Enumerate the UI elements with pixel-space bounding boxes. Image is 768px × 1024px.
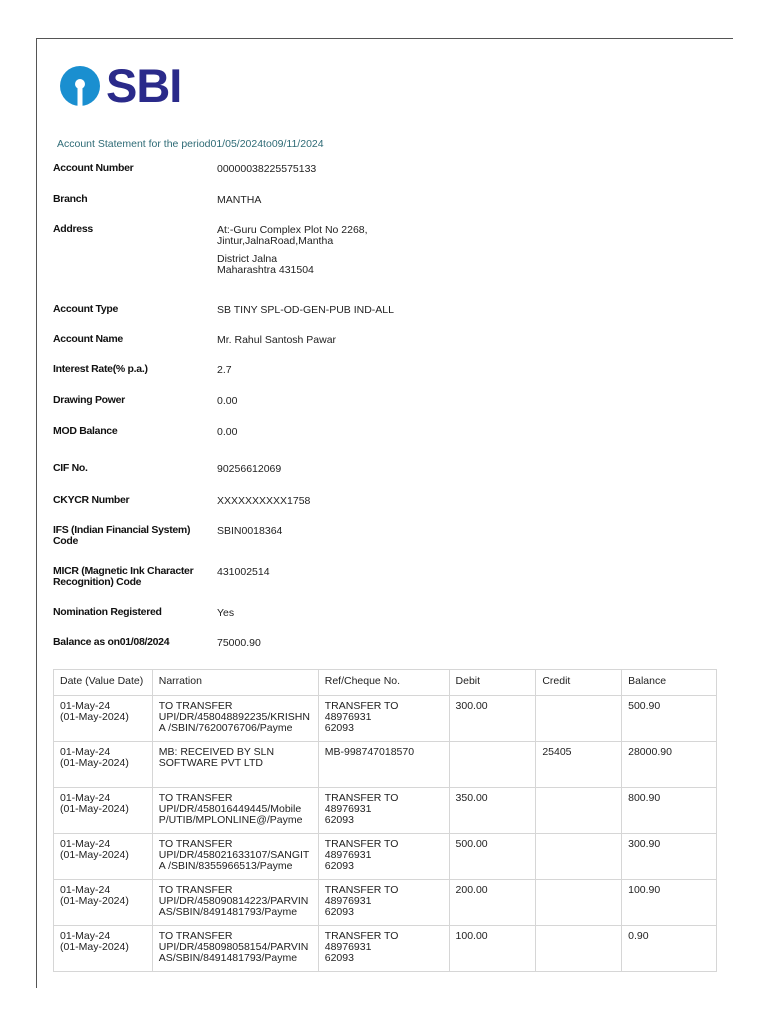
detail-label: Address xyxy=(53,223,93,235)
detail-value-line: 00000038225575133 xyxy=(217,163,317,175)
detail-label: CKYCR Number xyxy=(53,494,130,506)
cell-date-line: 01-May-24 xyxy=(60,792,111,804)
cell-date-line: 01-May-24 xyxy=(60,838,111,850)
detail-value xyxy=(217,427,237,438)
detail-value xyxy=(217,526,282,537)
detail-value-line: 75000.90 xyxy=(217,637,261,649)
sbi-logo-icon xyxy=(58,64,102,108)
detail-value-line: Mr. Rahul Santosh Pawar xyxy=(217,334,337,346)
cell-ref-line: 62093 xyxy=(324,952,354,964)
cell-narration-line: A /SBIN/7620076706/Payme xyxy=(158,722,293,734)
cell-narration-line: AS/SBIN/8491481793/Payme xyxy=(158,906,298,918)
detail-value-line: 2.7 xyxy=(217,364,232,376)
cell-debit: 350.00 xyxy=(449,788,536,834)
cell-narration-line: MB: RECEIVED BY SLN xyxy=(158,746,275,758)
cell-debit: 200.00 xyxy=(449,880,536,926)
sbi-logo xyxy=(58,59,182,112)
cell-credit xyxy=(536,834,622,880)
cell-date-line: (01-May-2024) xyxy=(60,895,129,907)
detail-label: Drawing Power xyxy=(53,394,125,406)
cell-narration-line: UPI/DR/458048892235/KRISHN xyxy=(158,711,310,723)
cell-date xyxy=(54,926,153,972)
header-balance: Balance xyxy=(622,670,717,696)
cell-ref-line: TRANSFER TO 48976931 xyxy=(324,930,399,953)
cell-narration-line: TO TRANSFER xyxy=(158,838,233,850)
cell-ref xyxy=(318,926,449,972)
cell-balance: 500.90 xyxy=(622,696,717,742)
cell-narration-line: TO TRANSFER xyxy=(158,700,233,712)
cell-date xyxy=(54,696,153,742)
detail-value-line: Jintur,JalnaRoad,Mantha xyxy=(217,235,334,247)
detail-value-line: District Jalna xyxy=(217,253,278,265)
cell-credit xyxy=(536,880,622,926)
cell-balance: 100.90 xyxy=(622,880,717,926)
cell-date xyxy=(54,880,153,926)
cell-ref-line: MB-998747018570 xyxy=(324,746,415,758)
header-ref: Ref/Cheque No. xyxy=(318,670,449,696)
detail-label: Balance as on01/08/2024 xyxy=(53,636,170,648)
cell-ref-line: TRANSFER TO 48976931 xyxy=(324,700,399,723)
detail-value xyxy=(217,396,237,407)
header-debit: Debit xyxy=(449,670,536,696)
cell-date-line: (01-May-2024) xyxy=(60,803,129,815)
table-row xyxy=(54,834,717,880)
cell-narration-line: P/UTIB/MPLONLINE@/Payme xyxy=(158,814,303,826)
sbi-logo-text: SBI xyxy=(106,59,182,112)
detail-value xyxy=(217,496,310,507)
detail-label: IFS (Indian Financial System) Code xyxy=(53,524,191,547)
cell-narration-line: UPI/DR/458021633107/SANGIT xyxy=(158,849,310,861)
detail-value xyxy=(217,365,232,376)
cell-narration-line: TO TRANSFER xyxy=(158,930,233,942)
cell-narration xyxy=(152,788,318,834)
detail-value xyxy=(217,225,368,276)
detail-value xyxy=(217,305,394,316)
detail-value-line: MANTHA xyxy=(217,194,262,206)
detail-value-line: At:-Guru Complex Plot No 2268, xyxy=(217,224,368,236)
cell-narration-line: SOFTWARE PVT LTD xyxy=(158,757,263,769)
cell-narration-line: UPI/DR/458098058154/PARVIN xyxy=(158,941,309,953)
cell-narration-line: TO TRANSFER xyxy=(158,792,233,804)
detail-value-line: Maharashtra 431504 xyxy=(217,264,314,276)
cell-narration-line: UPI/DR/458016449445/Mobile xyxy=(158,803,302,815)
cell-debit: 300.00 xyxy=(449,696,536,742)
cell-ref-line: TRANSFER TO 48976931 xyxy=(324,884,399,907)
cell-ref-line: TRANSFER TO 48976931 xyxy=(324,838,399,861)
cell-narration xyxy=(152,880,318,926)
detail-value-line: SBIN0018364 xyxy=(217,525,283,537)
cell-balance: 28000.90 xyxy=(622,742,717,788)
detail-value xyxy=(217,608,234,619)
detail-label: Account Type xyxy=(53,303,119,315)
cell-date-line: 01-May-24 xyxy=(60,746,111,758)
detail-label: MICR (Magnetic Ink Character Recognition) Code xyxy=(53,565,194,588)
cell-narration xyxy=(152,926,318,972)
detail-label: MOD Balance xyxy=(53,425,118,437)
detail-label: Interest Rate(% p.a.) xyxy=(53,363,148,375)
detail-value-line: XXXXXXXXXX1758 xyxy=(217,495,311,507)
detail-value xyxy=(217,567,270,578)
cell-credit: 25405 xyxy=(536,742,622,788)
cell-date xyxy=(54,742,153,788)
detail-value-line: 431002514 xyxy=(217,566,270,578)
table-row xyxy=(54,742,717,788)
cell-date-line: 01-May-24 xyxy=(60,884,111,896)
cell-date-line: 01-May-24 xyxy=(60,700,111,712)
cell-date-line: (01-May-2024) xyxy=(60,849,129,861)
detail-value xyxy=(217,335,336,346)
detail-label: Account Number xyxy=(53,162,134,174)
detail-value-line: SB TINY SPL-OD-GEN-PUB IND-ALL xyxy=(217,304,394,316)
table-row xyxy=(54,696,717,742)
cell-ref-line: TRANSFER TO 48976931 xyxy=(324,792,399,815)
cell-ref-line: 62093 xyxy=(324,722,354,734)
cell-narration-line: AS/SBIN/8491481793/Payme xyxy=(158,952,298,964)
cell-narration xyxy=(152,696,318,742)
cell-ref xyxy=(318,696,449,742)
detail-label: CIF No. xyxy=(53,462,88,474)
cell-ref-line: 62093 xyxy=(324,814,354,826)
cell-ref xyxy=(318,834,449,880)
statement-period: Account Statement for the period01/05/2024to09/11/2024 xyxy=(57,138,324,150)
header-date: Date (Value Date) xyxy=(54,670,153,696)
detail-label: Account Name xyxy=(53,333,123,345)
cell-credit xyxy=(536,926,622,972)
cell-ref-line: 62093 xyxy=(324,906,354,918)
cell-narration-line: A /SBIN/8355966513/Payme xyxy=(158,860,293,872)
cell-date xyxy=(54,788,153,834)
detail-value xyxy=(217,464,281,475)
cell-credit xyxy=(536,788,622,834)
table-row xyxy=(54,880,717,926)
detail-value-line: 0.00 xyxy=(217,426,238,438)
detail-value-line: 90256612069 xyxy=(217,463,282,475)
transactions-table xyxy=(53,669,717,972)
cell-ref xyxy=(318,788,449,834)
cell-balance: 300.90 xyxy=(622,834,717,880)
cell-balance: 0.90 xyxy=(622,926,717,972)
cell-date-line: (01-May-2024) xyxy=(60,941,129,953)
cell-narration-line: TO TRANSFER xyxy=(158,884,233,896)
cell-date-line: 01-May-24 xyxy=(60,930,111,942)
detail-value xyxy=(217,164,316,175)
detail-value xyxy=(217,195,261,206)
detail-value xyxy=(217,638,261,649)
detail-value-line: 0.00 xyxy=(217,395,238,407)
detail-label: Branch xyxy=(53,193,88,205)
cell-ref xyxy=(318,880,449,926)
cell-ref xyxy=(318,742,449,788)
table-row xyxy=(54,788,717,834)
cell-narration xyxy=(152,834,318,880)
cell-date-line: (01-May-2024) xyxy=(60,711,129,723)
table-header-row xyxy=(54,670,717,696)
cell-date-line: (01-May-2024) xyxy=(60,757,129,769)
cell-balance: 800.90 xyxy=(622,788,717,834)
table-row xyxy=(54,926,717,972)
page-border-left xyxy=(36,38,37,988)
cell-debit: 500.00 xyxy=(449,834,536,880)
header-credit: Credit xyxy=(536,670,622,696)
page-border-top xyxy=(36,38,733,39)
cell-debit xyxy=(449,742,536,788)
cell-narration-line: UPI/DR/458090814223/PARVIN xyxy=(158,895,309,907)
cell-date xyxy=(54,834,153,880)
cell-ref-line: 62093 xyxy=(324,860,354,872)
detail-label: Nomination Registered xyxy=(53,606,162,618)
cell-credit xyxy=(536,696,622,742)
header-narration: Narration xyxy=(152,670,318,696)
cell-debit: 100.00 xyxy=(449,926,536,972)
detail-value-line: Yes xyxy=(217,607,235,619)
cell-narration xyxy=(152,742,318,788)
